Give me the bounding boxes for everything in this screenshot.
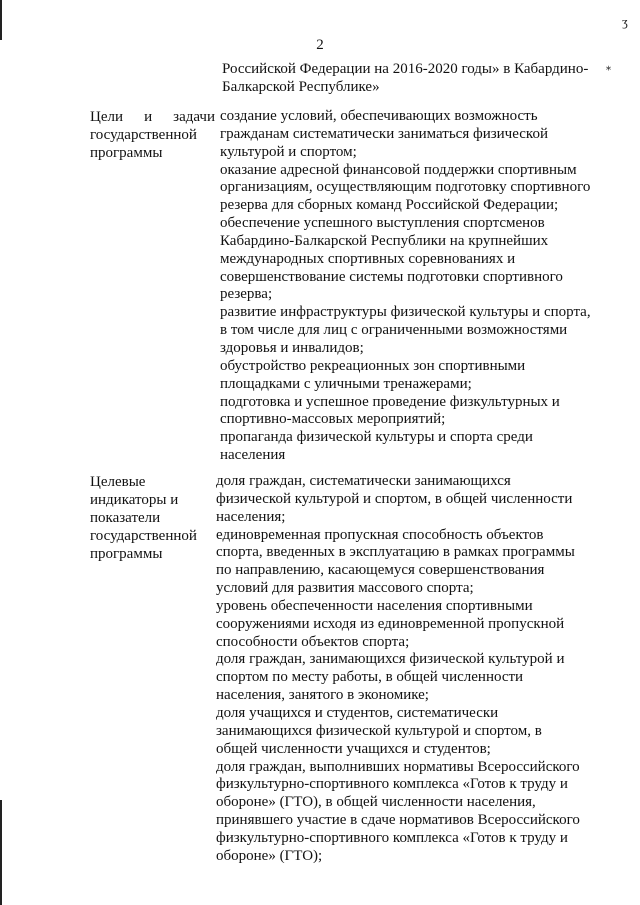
indicators-text-line: доля граждан, занимающихся физической культурой и: [216, 651, 565, 668]
goals-text-line: в том числе для лиц с ограниченными возможностями: [220, 322, 568, 339]
indicators-label-line: государственной: [90, 528, 197, 544]
indicators-text-line: доля учащихся и студентов, систематически: [216, 704, 499, 721]
goals-label-line: программы: [90, 145, 163, 161]
scan-edge-bottom-left: [0, 800, 2, 905]
scan-mark-right-dots: ⁎: [606, 62, 611, 73]
goals-text-line: организациям, осуществляющим подготовку спортивного: [220, 179, 591, 196]
goals-text-line: оказание адресной финансовой поддержки спортивным: [220, 161, 577, 178]
goals-text-line: обеспечение успешного выступления спортсменов: [220, 215, 545, 232]
indicators-label-line: индикаторы и: [90, 492, 179, 508]
scan-mark-top-right: ʒ: [622, 14, 628, 29]
indicators-text-line: населения, занятого в экономике;: [216, 687, 429, 704]
goals-section-label: [90, 108, 215, 162]
indicators-label-line: Целевые: [90, 474, 146, 490]
indicators-text-line: способности объектов спорта;: [216, 633, 410, 650]
goals-text-line: создание условий, обеспечивающих возможность: [220, 108, 538, 124]
indicators-text-line: принявшего участие в сдаче нормативов Всероссийского: [216, 812, 580, 829]
indicators-text-line: единовременная пропускная способность объектов: [216, 526, 544, 543]
goals-text-line: культурой и спортом;: [220, 143, 357, 160]
goals-text-line: площадками с уличными тренажерами;: [220, 375, 472, 392]
indicators-label-line: показатели: [90, 510, 161, 526]
goals-text-line: здоровья и инвалидов;: [220, 339, 364, 356]
indicators-text-line: по направлению, касающемуся совершенствования: [216, 562, 545, 579]
goals-text-line: международных спортивных соревнованиях и: [220, 250, 516, 267]
goals-text-line: Кабардино-Балкарской Республики на крупнейших: [220, 232, 549, 249]
goals-text-line: подготовка и успешное проведение физкультурных и: [220, 393, 560, 410]
indicators-text-line: спорта, введенных в эксплуатацию в рамках программы: [216, 544, 575, 561]
goals-label-word: и: [144, 109, 153, 125]
indicators-text-line: условий для развития массового спорта;: [216, 580, 474, 597]
indicators-section-text: [216, 473, 596, 866]
indicators-text-line: обороне» (ГТО);: [216, 847, 323, 864]
indicators-text-line: занимающихся физической культурой и спортом, в: [216, 722, 542, 739]
page-number: 2: [316, 37, 324, 53]
indicators-text-line: физической культурой и спортом, в общей численности: [216, 490, 573, 507]
indicators-text-line: уровень обеспеченности населения спортивными: [216, 597, 533, 614]
goals-section-text: [220, 108, 600, 465]
indicators-text-line: доля граждан, систематически занимающихся: [216, 473, 511, 489]
goals-text-line: развитие инфраструктуры физической культуры и спорта,: [220, 304, 591, 321]
indicators-text-line: доля граждан, выполнивших нормативы Всероссийского: [216, 758, 580, 775]
indicators-text-line: физкультурно-спортивного комплекса «Готов к труду и: [216, 829, 568, 846]
goals-label-word: задачи: [173, 109, 215, 125]
indicators-label-line: программы: [90, 546, 163, 562]
goals-text-line: обустройство рекреационных зон спортивными: [220, 357, 526, 374]
indicators-section-label: [90, 473, 215, 563]
goals-label-first-line: [90, 108, 215, 126]
header-line: Балкарской Республике»: [222, 79, 380, 95]
indicators-text-line: населения;: [216, 508, 286, 525]
indicators-text-line: сооружениями исходя из единовременной пропускной: [216, 615, 565, 632]
goals-text-line: совершенствование системы подготовки спортивного: [220, 268, 563, 285]
goals-label-line: государственной: [90, 127, 197, 143]
goals-label-word: Цели: [90, 109, 124, 125]
goals-text-line: населения: [220, 447, 286, 464]
indicators-text-line: обороне» (ГТО), в общей численности населения,: [216, 794, 536, 811]
indicators-text-line: общей численности учащихся и студентов;: [216, 740, 491, 757]
header-line: Российской Федерации на 2016-2020 годы» в Кабардино-: [222, 61, 589, 77]
goals-text-line: гражданам систематически заниматься физической: [220, 125, 548, 142]
indicators-text-line: физкультурно-спортивного комплекса «Готов к труду и: [216, 776, 568, 793]
scan-edge-top-left: [0, 0, 2, 40]
goals-text-line: резерва для сборных команд Российской Федерации;: [220, 197, 559, 214]
goals-text-line: резерва;: [220, 286, 273, 303]
goals-text-line: спортивно-массовых мероприятий;: [220, 411, 446, 428]
indicators-text-line: спортом по месту работы, в общей численности: [216, 669, 524, 686]
goals-text-line: пропаганда физической культуры и спорта среди: [220, 429, 533, 446]
